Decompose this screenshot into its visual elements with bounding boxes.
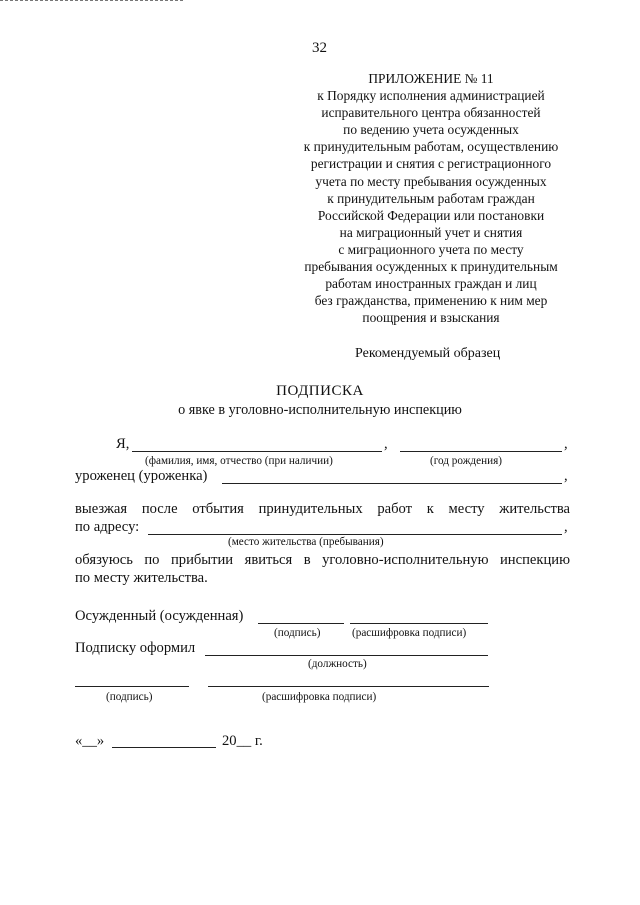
appendix-line: на миграционный учет и снятия — [339, 224, 523, 240]
appendix-line: исправительного центра обязанностей — [321, 105, 541, 121]
position-field[interactable] — [205, 655, 488, 656]
form-subtitle: о явке в уголовно-исполнительную инспекцию — [178, 402, 462, 418]
appendix-line: к принудительным работам, осуществлению — [303, 139, 559, 155]
hint-officer-signature-decode: (расшифровка подписи) — [262, 691, 377, 703]
date-year: 20__ г. — [222, 733, 263, 749]
pledge-text: обязуюсь по прибытии явиться в уголовно-исполнительную инспекцию — [75, 552, 570, 568]
appendix-line: к принудительным работам граждан — [327, 190, 535, 206]
pledge-text-end: по месту жительства. — [75, 570, 208, 586]
comma: , — [564, 468, 568, 484]
address-field[interactable] — [148, 534, 562, 535]
appendix-line: по ведению учета осужденных — [343, 122, 519, 138]
page-number: 32 — [312, 40, 327, 56]
birth-year-field[interactable] — [400, 451, 562, 452]
sample-label: Рекомендуемый образец — [355, 346, 501, 361]
convict-signature-field[interactable] — [258, 623, 344, 624]
birthplace-field[interactable] — [222, 483, 562, 484]
appendix-line: учета по месту пребывания осужденных — [315, 173, 547, 189]
convict-signature-decode-field[interactable] — [350, 623, 488, 624]
issued-label: Подписку оформил — [75, 640, 196, 656]
appendix-line: Российской Федерации или постановки — [317, 207, 545, 223]
hint-full-name: (фамилия, имя, отчество (при наличии) — [145, 455, 333, 467]
form-title: ПОДПИСКА — [276, 383, 364, 399]
appendix-line: без гражданства, применению к ним мер — [314, 293, 548, 309]
officer-signature-decode-field[interactable] — [208, 686, 489, 687]
appendix-block — [280, 70, 582, 326]
comma: , — [564, 519, 568, 535]
appendix-line: регистрации и снятия с регистрационного — [310, 156, 552, 172]
hint-signature-decode: (расшифровка подписи) — [352, 627, 467, 639]
date-month-field[interactable] — [112, 747, 216, 748]
hint-officer-signature: (подпись) — [106, 691, 153, 703]
appendix-line: с миграционного учета по месту — [338, 241, 524, 257]
convict-label: Осужденный (осужденная) — [75, 608, 244, 624]
address-label: по адресу: — [75, 519, 140, 535]
appendix-line: работам иностранных граждан и лиц — [325, 276, 537, 292]
date-day: «__» — [75, 733, 105, 749]
appendix-line: поощрения и взыскания — [362, 310, 500, 326]
appendix-line: пребывания осужденных к принудительным — [304, 259, 558, 275]
native-label: уроженец (уроженка) — [75, 468, 208, 484]
officer-signature-field[interactable] — [75, 686, 189, 687]
hint-birth-year: (год рождения) — [430, 455, 502, 467]
scan-top-rule — [0, 0, 183, 1]
appendix-line: к Порядку исполнения администрацией — [317, 88, 545, 104]
leaving-text: выезжая после отбытия принудительных работ к месту жительства — [75, 501, 570, 517]
appendix-title: ПРИЛОЖЕНИЕ № 11 — [368, 71, 494, 86]
hint-signature: (подпись) — [274, 627, 321, 639]
name-field[interactable] — [132, 451, 382, 452]
hint-residence: (место жительства (пребывания) — [228, 536, 384, 548]
i-label: Я, — [116, 436, 130, 452]
hint-position: (должность) — [308, 658, 367, 670]
comma: , — [384, 436, 388, 452]
comma: , — [564, 436, 568, 452]
